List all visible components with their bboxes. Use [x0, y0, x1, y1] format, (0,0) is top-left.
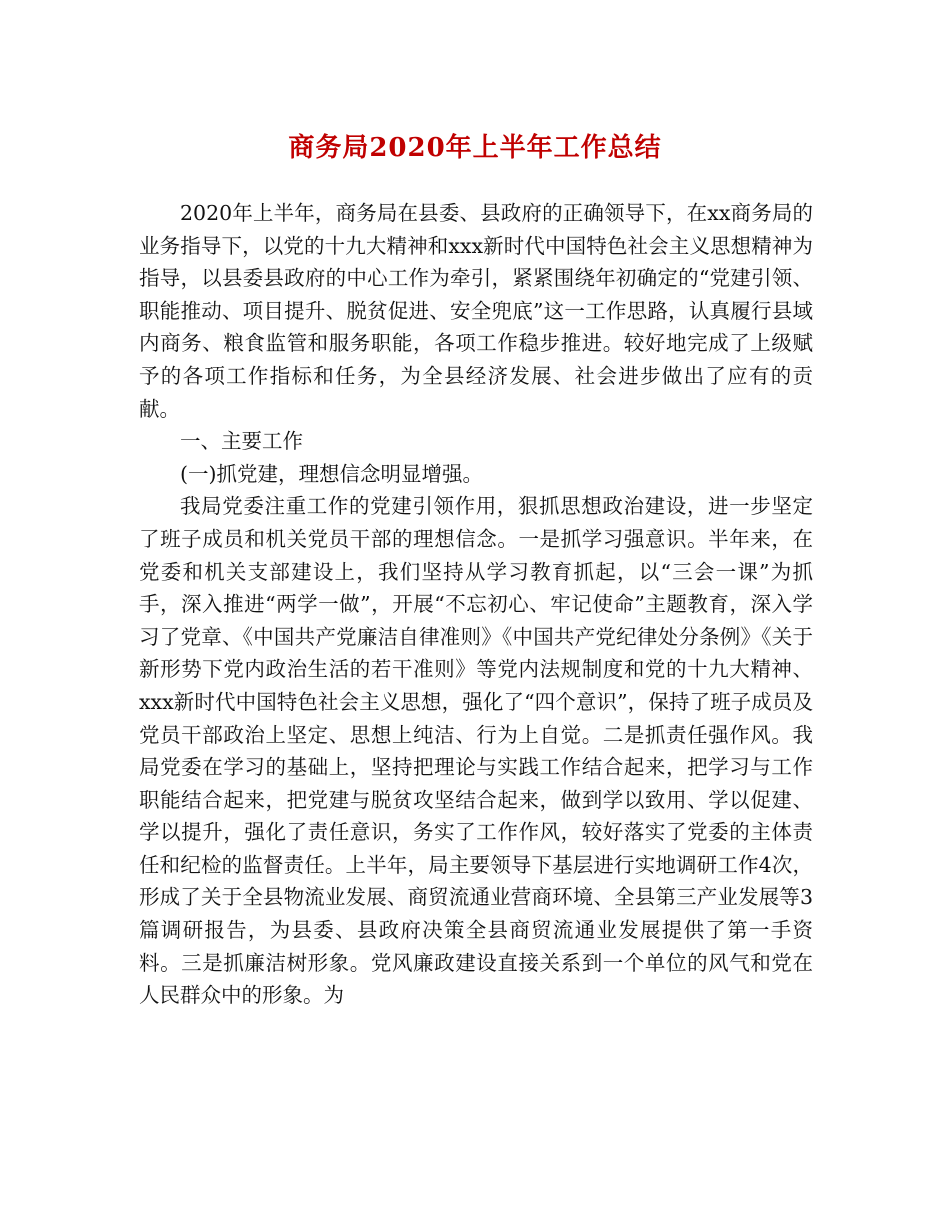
document-body [139, 197, 813, 1012]
paragraph-party-building: 我局党委注重工作的党建引领作用，狠抓思想政治建设，进一步坚定了班子成员和机关党员干部的理想信念。一是抓学习强意识。半年来，在党委和机关支部建设上，我们坚持从学习教育抓起，以“三会一课”为抓手，深入推进“两学一做”，开展“不忘初心、牢记使命”主题教育，深入学习了党章、《中国共产党廉洁自律准则》《中国共产党纪律处分条例》《关于新形势下党内政治生活的若干准则》等党内法规制度和党的十九大精神、xxx新时代中国特色社会主义思想，强化了“四个意识”，保持了班子成员及党员干部政治上坚定、思想上纯洁、行为上自觉。二是抓责任强作风。我局党委在学习的基础上，坚持把理论与实践工作结合起来，把学习与工作职能结合起来，把党建与脱贫攻坚结合起来，做到学以致用、学以促建、学以提升，强化了责任意识，务实了工作作风，较好落实了党委的主体责任和纪检的监督责任。上半年，局主要领导下基层进行实地调研工作4次，形成了关于全县物流业发展、商贸流通业营商环境、全县第三产业发展等3篇调研报告，为县委、县政府决策全县商贸流通业发展提供了第一手资料。三是抓廉洁树形象。党风廉政建设直接关系到一个单位的风气和党在人民群众中的形象。为 [139, 494, 813, 1008]
subsection-heading-party-building: (一)抓党建，理想信念明显增强。 [180, 461, 483, 486]
document-title: 商务局2020年上半年工作总结 [288, 133, 662, 163]
paragraph-intro: 2020年上半年，商务局在县委、县政府的正确领导下，在xx商务局的业务指导下，以党的十九大精神和xxx新时代中国特色社会主义思想精神为指导，以县委县政府的中心工作为牵引，紧紧围绕年初确定的“党建引领、职能推动、项目提升、脱贫促进、安全兜底”这一工作思路，认真履行县域内商务、粮食监管和服务职能，各项工作稳步推进。较好地完成了上级赋予的各项工作指标和任务，为全县经济发展、社会进步做出了应有的贡献。 [139, 201, 813, 421]
section-heading-main-work: 一、主要工作 [180, 429, 303, 454]
